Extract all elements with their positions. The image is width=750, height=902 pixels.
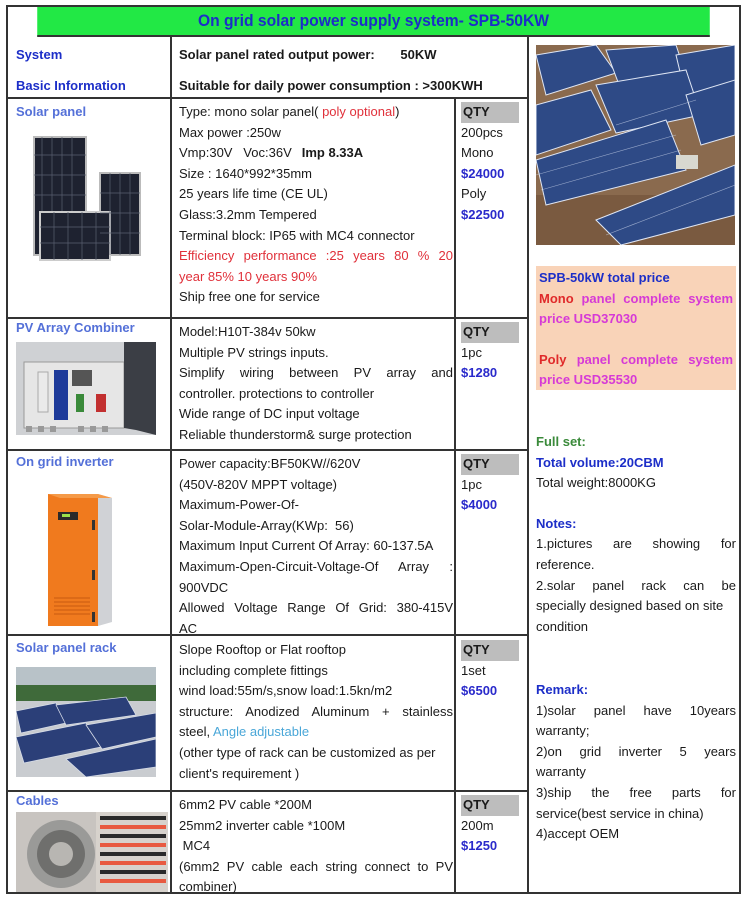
- spec-line: Multiple PV strings inputs.: [179, 344, 329, 360]
- divider: [454, 99, 456, 892]
- spec-line: combiner): [179, 879, 237, 895]
- qty-value: 200m: [461, 817, 494, 833]
- qty-value: 1pc: [461, 476, 482, 492]
- spec-line: Reliable thunderstorm& surge protection: [179, 426, 412, 442]
- total-volume: Total volume:20CBM: [536, 454, 664, 470]
- remark-line: 4)accept OEM: [536, 826, 620, 842]
- rooftop-rack-image: [16, 667, 156, 777]
- rated-power-value: 50KW: [400, 47, 437, 62]
- system-label: System: [16, 47, 63, 62]
- sidebar-remark: [536, 680, 736, 845]
- divider: [170, 35, 172, 892]
- inverter-category-cell: [16, 454, 168, 469]
- qty-value: 1set: [461, 662, 486, 678]
- spec-line: structure: Anodized Aluminum + stainless: [179, 703, 453, 719]
- spec-line: steel, Angle adjustable: [179, 724, 310, 740]
- spec-line: (6mm2 PV cable each string connect to PV: [179, 858, 453, 874]
- system-info-cell: [179, 47, 524, 93]
- combiner-category: PV Array Combiner: [16, 320, 135, 335]
- page-title: On grid solar power supply system- SPB-50KW: [37, 7, 710, 37]
- qty-header: QTY: [461, 454, 519, 475]
- rack-specs: [179, 640, 453, 784]
- solar-panel-specs: [179, 102, 453, 308]
- rated-power-label: Solar panel rated output power:: [179, 47, 375, 62]
- divider: [8, 317, 529, 319]
- solar-panel-qty-cell: [461, 102, 525, 226]
- notes-heading: Notes:: [536, 515, 577, 531]
- spec-line: Model:H10T-384v 50kw: [179, 324, 316, 339]
- cables-qty-cell: [461, 795, 525, 857]
- spec-line: (450V-820V MPPT voltage): [179, 476, 338, 492]
- poly-word: Poly: [539, 351, 567, 367]
- spec-line: Slope Rooftop or Flat rooftop: [179, 642, 346, 657]
- divider: [8, 790, 529, 792]
- spec-line: including complete fittings: [179, 662, 328, 678]
- solar-panel-category: Solar panel: [16, 104, 87, 119]
- qty-header: QTY: [461, 640, 519, 661]
- inverter-cabinet-image: [46, 490, 116, 630]
- qty-value: 1pc: [461, 344, 482, 360]
- spec-line: (other type of rack can be customized as per: [179, 744, 436, 760]
- qty-header: QTY: [461, 795, 519, 816]
- remark-line: 3)ship the free parts for: [536, 784, 736, 800]
- spec-size: Size : 1640*992*35mm: [179, 165, 312, 181]
- spec-sheet: [6, 5, 741, 894]
- spec-line: client's requirement ): [179, 765, 300, 781]
- spec-life: 25 years life time (CE UL): [179, 186, 328, 202]
- daily-consumption: Suitable for daily power consumption : >300KWH: [179, 78, 483, 93]
- poly-system-price: price USD35530: [539, 372, 638, 388]
- solar-panel-category-cell: [16, 104, 166, 119]
- rack-category-cell: [16, 640, 168, 655]
- spec-line: Maximum-Open-Circuit-Voltage-Of Array :: [179, 558, 453, 574]
- note-line: 1.pictures are showing for: [536, 536, 736, 552]
- spec-line: Allowed Voltage Range Of Grid: 380-415V: [179, 600, 453, 616]
- cable-rolls-image: [16, 812, 168, 892]
- spec-efficiency: Efficiency performance :25 years 80 % 20: [179, 248, 453, 264]
- spec-terminal: Terminal block: IP65 with MC4 connector: [179, 227, 415, 243]
- total-price-heading: SPB-50kW total price: [539, 270, 670, 285]
- sidebar-notes: [536, 432, 736, 637]
- remark-line: service(best service in china): [536, 805, 704, 821]
- spec-line: Solar-Module-Array(KWp: 56): [179, 517, 354, 533]
- spec-line: Maximum-Power-Of-: [179, 497, 299, 513]
- price-value: $4000: [461, 497, 498, 513]
- note-line: 2.solar panel rack can be: [536, 577, 736, 593]
- combiner-category-cell: [16, 320, 168, 335]
- rack-category: Solar panel rack: [16, 640, 117, 655]
- spec-max-power: Max power :250w: [179, 124, 281, 140]
- combiner-qty-cell: [461, 322, 525, 384]
- remark-line: 1)solar panel have 10years: [536, 702, 736, 718]
- basic-info-label: Basic Information: [16, 78, 126, 93]
- mono-price-text: panel complete system: [573, 290, 733, 306]
- spec-line: Maximum Input Current Of Array: 60-137.5A: [179, 538, 434, 554]
- mono-label: Mono: [461, 145, 494, 161]
- note-line: condition: [536, 618, 589, 634]
- inverter-category: On grid inverter: [16, 454, 114, 469]
- remark-heading: Remark:: [536, 682, 589, 697]
- spec-line: AC: [179, 620, 198, 636]
- mono-word: Mono: [539, 290, 574, 306]
- spec-line: MC4: [179, 838, 211, 854]
- solar-panel-modules-image: [22, 135, 162, 265]
- cables-category: Cables: [16, 793, 59, 808]
- spec-line: 900VDC: [179, 579, 229, 595]
- spec-vmp-voc: Vmp:30V Voc:36V Imp 8.33A: [179, 145, 364, 161]
- qty-value: 200pcs: [461, 124, 503, 140]
- spec-type: Type: mono solar panel( poly optional): [179, 104, 400, 119]
- spec-line: Simplify wiring between PV array and: [179, 365, 453, 381]
- qty-header: QTY: [461, 102, 519, 123]
- remark-line: warranty: [536, 764, 586, 780]
- spec-line: wind load:55m/s,snow load:1.5kn/m2: [179, 683, 393, 699]
- spec-ship: Ship free one for service: [179, 289, 320, 305]
- mono-price: $24000: [461, 165, 505, 181]
- poly-price: $22500: [461, 206, 505, 222]
- total-price-box: [536, 266, 736, 390]
- divider: [8, 97, 529, 99]
- combiner-box-image: [16, 342, 156, 435]
- qty-header: QTY: [461, 322, 519, 343]
- price-value: $6500: [461, 683, 498, 699]
- combiner-specs: [179, 322, 453, 446]
- full-set-heading: Full set:: [536, 434, 586, 449]
- poly-label: Poly: [461, 186, 487, 202]
- spec-line: 25mm2 inverter cable *100M: [179, 817, 346, 833]
- solar-farm-tracker-image: [536, 45, 735, 245]
- remark-line: 2)on grid inverter 5 years: [536, 743, 736, 759]
- poly-price-text: panel complete system: [566, 351, 733, 367]
- note-line: specially designed based on site: [536, 598, 724, 614]
- price-value: $1250: [461, 838, 498, 854]
- mono-system-price: price USD37030: [539, 311, 638, 327]
- spec-line: controller. protections to controller: [179, 385, 375, 401]
- cables-category-cell: [16, 793, 168, 808]
- price-value: $1280: [461, 365, 498, 381]
- cables-specs: [179, 795, 453, 898]
- divider: [8, 449, 529, 451]
- rated-power-row: [179, 47, 524, 78]
- total-weight: Total weight:8000KG: [536, 475, 656, 491]
- spec-glass: Glass:3.2mm Tempered: [179, 206, 317, 222]
- mono-price-line: [539, 289, 733, 310]
- inverter-specs: [179, 454, 453, 639]
- spec-line: 6mm2 PV cable *200M: [179, 797, 312, 812]
- inverter-qty-cell: [461, 454, 525, 516]
- remark-line: warranty;: [536, 723, 590, 739]
- rack-qty-cell: [461, 640, 525, 702]
- divider: [527, 35, 529, 892]
- spec-efficiency-cont: year 85% 10 years 90%: [179, 268, 318, 284]
- spec-line: Power capacity:BF50KW//620V: [179, 456, 361, 471]
- poly-price-line: [539, 350, 733, 371]
- spec-line: Wide range of DC input voltage: [179, 406, 360, 422]
- system-label-cell: [16, 47, 166, 93]
- note-line: reference.: [536, 556, 595, 572]
